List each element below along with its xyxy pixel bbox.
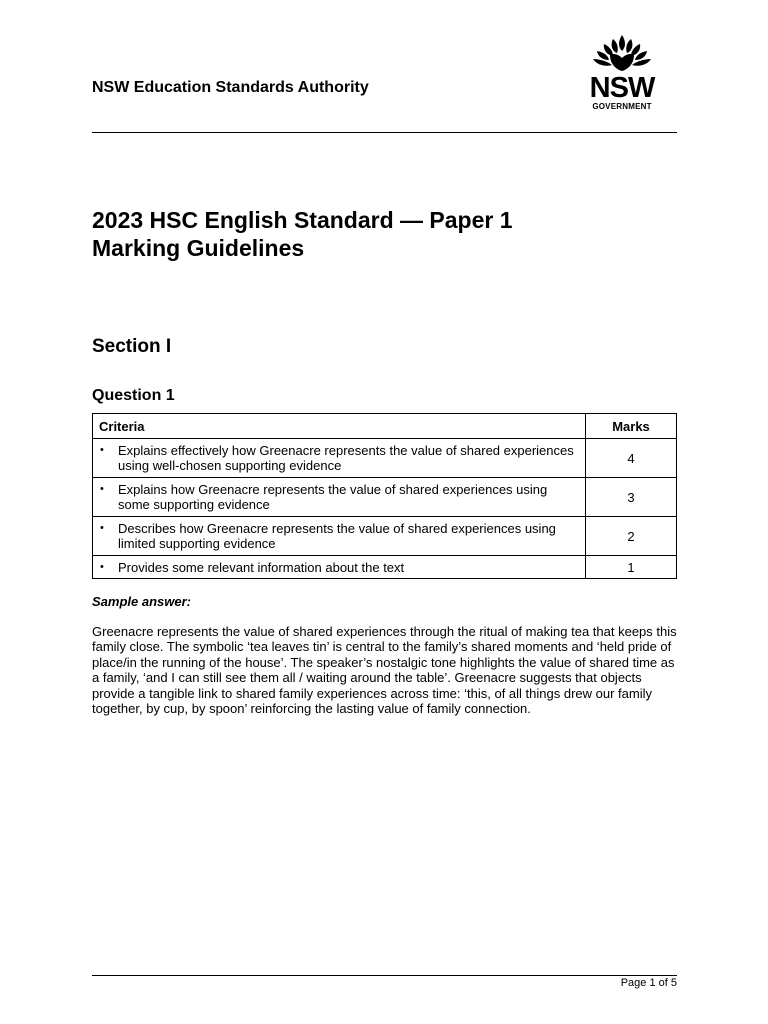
- bullet-icon: •: [100, 522, 104, 534]
- table-row: [93, 478, 677, 517]
- authority-name: NSW Education Standards Authority: [92, 79, 369, 96]
- marks-cell: 2: [586, 517, 677, 556]
- criteria-text: Describes how Greenacre represents the value of shared experiences using limited supporting evidence: [118, 521, 556, 551]
- table-header-row: [93, 414, 677, 439]
- criteria-header: Criteria: [93, 414, 586, 439]
- sample-answer-text: Greenacre represents the value of shared experiences through the ritual of making tea that keeps this family close. The symbolic ‘tea leaves tin’ is central to the family’s shared moments and ‘held pride of place/in the running of the house’. The speaker’s nostalgic tone highlights the value of shared time as a family, ‘and I can still see them all / waiting around the table’. Greenacre suggests that objects provide a tangible link to shared family experiences across time: ‘this, of all things drew our family together, by cup, by spoon’ reinforcing the lasting value of family connection.: [92, 624, 677, 717]
- criteria-cell: [93, 439, 586, 478]
- criteria-cell: [93, 556, 586, 579]
- bullet-icon: •: [100, 483, 104, 495]
- question-heading: Question 1: [92, 387, 175, 404]
- section-heading: Section I: [92, 336, 172, 357]
- header-divider: [92, 132, 677, 133]
- bullet-icon: •: [100, 561, 104, 573]
- table-row: [93, 517, 677, 556]
- marks-header: Marks: [586, 414, 677, 439]
- sample-answer-label: Sample answer:: [92, 594, 191, 609]
- footer-divider: [92, 975, 677, 976]
- marks-cell: 3: [586, 478, 677, 517]
- bullet-icon: •: [100, 444, 104, 456]
- criteria-table: [92, 413, 677, 579]
- logo-wordmark: NSW: [589, 72, 655, 104]
- criteria-text: Explains how Greenacre represents the value of shared experiences using some supporting evidence: [118, 482, 548, 512]
- criteria-cell: [93, 517, 586, 556]
- criteria-text: Explains effectively how Greenacre represents the value of shared experiences using well-chosen supporting evidence: [118, 443, 574, 473]
- logo-subtitle: GOVERNMENT: [592, 102, 652, 111]
- page-number: Page 1 of 5: [620, 977, 677, 989]
- title-line-1: 2023 HSC English Standard — Paper 1: [92, 207, 513, 233]
- table-row: [93, 439, 677, 478]
- criteria-text: Provides some relevant information about the text: [118, 559, 405, 575]
- nsw-government-logo: [585, 33, 665, 113]
- criteria-cell: [93, 478, 586, 517]
- table-row: [93, 556, 677, 579]
- title-line-2: Marking Guidelines: [92, 235, 305, 261]
- waratah-icon: [585, 33, 659, 75]
- document-title: [92, 206, 652, 262]
- marks-cell: 1: [586, 556, 677, 579]
- marks-cell: 4: [586, 439, 677, 478]
